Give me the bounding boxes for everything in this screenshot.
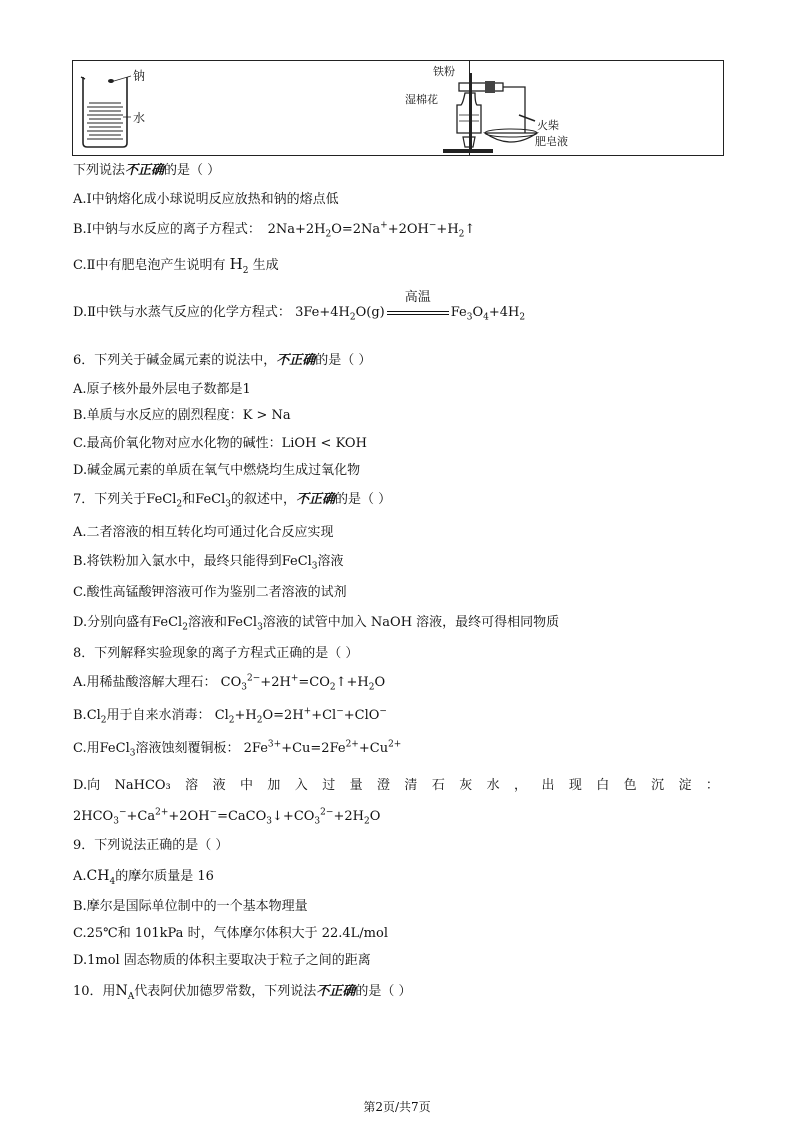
q8-stem: 8．下列解释实验现象的离子方程式正确的是（ ） [73, 646, 359, 661]
q8-option-a-equation: $CO_3^{2-}+2H^+=CO_2↑+H_2O$ [220, 673, 386, 693]
q8-d-char: 中 [239, 778, 253, 793]
q8-d-char: 水 [486, 778, 500, 793]
page-footer: 第2页/共7页 [363, 1100, 431, 1114]
q8-d-char: ： [705, 778, 719, 793]
formula-fecl2: FeCl$_2$ [152, 615, 188, 633]
q6-option-c-pre: C.最高价氧化物对应水化物的碱性： [73, 436, 282, 451]
q7-option-d-mid1: 溶液和 [187, 615, 227, 630]
q7-option-a: A.二者溶液的相互转化均可通过化合反应实现 [73, 525, 334, 540]
q7-stem-post: 的是（ ） [335, 492, 392, 507]
q9-option-c: C.25℃和 101kPa 时，气体摩尔体积大于 22.4L/mol [73, 926, 388, 941]
q6-stem [73, 352, 371, 370]
q8-d-char: 溶 [185, 778, 199, 793]
q7-stem-emphasis: 不正确 [296, 492, 336, 507]
label-wet-cotton: 湿棉花 [405, 93, 438, 106]
reaction-arrow [387, 289, 449, 320]
q6-option-b-expr: K > Na [242, 408, 291, 423]
q8-option-a [73, 674, 385, 692]
q8-d-char: D.向 [73, 778, 101, 793]
q8-d-char: 现 [568, 778, 582, 793]
q7-option-d-mid2: 溶液的试管中加入 NaOH 溶液，最终可得相同物质 [262, 615, 560, 630]
q8-option-b [73, 707, 387, 725]
q8-d-char: 入 [294, 778, 308, 793]
q8-d-char: 过 [322, 778, 336, 793]
q10-stem [73, 982, 411, 1001]
q6-option-c [73, 435, 367, 453]
q7-stem-post-pre: 的叙述中， [230, 492, 296, 507]
q8-d-char: NaHCO₃ [114, 778, 171, 793]
q7-option-b [73, 553, 344, 571]
q5-option-c-pre: C.Ⅱ中有肥皂泡产生说明有 [73, 258, 226, 273]
q5-stem-pre: 下列说法 [73, 163, 126, 178]
apparatus-figure [72, 60, 724, 156]
q8-d-char: 加 [267, 778, 281, 793]
q8-option-b-equation: $Cl_2+H_2O=2H^++Cl^-+ClO^-$ [214, 706, 387, 726]
q5-stem [73, 162, 220, 180]
q5-option-d-pre: D.Ⅱ中铁与水蒸气反应的化学方程式： [73, 305, 291, 320]
q8-option-d-equation: $2HCO_3^-+Ca^{2+}+2OH^-=CaCO_3↓+CO_3^{2-}+2H_2O$ [73, 807, 381, 827]
symbol-na: $N_A$ [115, 983, 135, 1002]
formula-ch4: $CH_4$ [86, 868, 116, 887]
q8-d-char: 灰 [459, 778, 473, 793]
q5-option-a: A.Ⅰ中钠熔化成小球说明反应放热和钠的熔点低 [73, 192, 339, 207]
q5-option-c [73, 255, 279, 275]
q5-option-c-formula: $H_2$ [229, 255, 249, 276]
q6-option-b-pre: B.单质与水反应的剧烈程度： [73, 408, 243, 423]
formula-cl2: $Cl_2$ [86, 708, 107, 726]
q7-option-d-pre: D.分别向盛有 [73, 615, 153, 630]
q5-option-b-equation: $2Na+2H_2O=2Na^++2OH^-+H_2↑$ [264, 220, 476, 240]
formula-fecl3: FeCl$_3$ [226, 615, 263, 633]
q8-d-char: 色 [623, 778, 637, 793]
q8-option-c [73, 740, 401, 758]
label-match: 火柴 [537, 119, 559, 132]
q6-option-b [73, 407, 291, 425]
q5-option-d-reactants: $3Fe+4H_2O(g)$ [295, 305, 385, 323]
q9-option-a-pre: A. [73, 869, 87, 884]
q10-stem-emphasis: 不正确 [316, 984, 356, 999]
q6-stem-emphasis: 不正确 [276, 353, 316, 368]
q8-option-d-line1 [73, 777, 719, 795]
q8-d-char: ， [514, 778, 528, 793]
q7-stem-mid: 和 [182, 492, 196, 507]
q5-stem-emphasis: 不正确 [125, 163, 165, 178]
q8-d-char: 出 [541, 778, 555, 793]
q8-option-c-equation: $2Fe^{3+}+Cu=2Fe^{2+}+Cu^{2+}$ [243, 739, 402, 756]
q5-option-d [73, 289, 526, 323]
q5-option-c-post: 生成 [252, 258, 279, 273]
q7-option-b-post: 溶液 [317, 554, 344, 569]
q8-d-char: 澄 [377, 778, 391, 793]
reaction-condition: 高温 [404, 289, 431, 305]
q5-stem-post: 的是（ ） [164, 163, 221, 178]
q5-option-b [73, 221, 475, 239]
q8-option-c-mid: 溶液蚀刻覆铜板： [135, 741, 240, 756]
formula-fecl3: FeCl$_3$ [195, 492, 231, 510]
q9-option-d: D.1mol 固态物质的体积主要取决于粒子之间的距离 [73, 953, 371, 968]
q8-d-char: 石 [431, 778, 445, 793]
q8-d-char: 沉 [651, 778, 665, 793]
q7-option-b-pre: B.将铁粉加入氯水中，最终只能得到 [73, 554, 282, 569]
q7-option-c: C.酸性高锰酸钾溶液可作为鉴别二者溶液的试剂 [73, 585, 347, 600]
q10-stem-pre: 10．用 [73, 984, 116, 999]
q7-stem [73, 491, 391, 509]
q8-option-b-mid: 用于自来水消毒： [106, 708, 211, 723]
label-water: 水 [133, 111, 146, 125]
q5-option-b-pre: B.Ⅰ中钠与水反应的离子方程式： [73, 222, 261, 237]
q8-option-b-pre: B. [73, 708, 87, 723]
q8-option-c-pre: C.用 [73, 741, 100, 756]
q7-option-d [73, 614, 559, 632]
formula-fecl3: FeCl$_3$ [281, 554, 318, 572]
q10-stem-mid: 代表阿伏加德罗常数，下列说法 [134, 984, 317, 999]
q8-d-char: 清 [404, 778, 418, 793]
q8-option-a-pre: A.用稀盐酸溶解大理石： [73, 675, 217, 690]
q6-stem-pre: 6．下列关于碱金属元素的说法中， [73, 353, 277, 368]
q6-option-d: D.碱金属元素的单质在氧气中燃烧均生成过氧化物 [73, 463, 361, 478]
formula-fecl2: FeCl$_2$ [146, 492, 183, 510]
label-iron-powder: 铁粉 [433, 65, 455, 78]
q5-option-d-products: $Fe_3O_4+4H_2$ [450, 305, 526, 323]
q9-option-a-post: 的摩尔质量是 16 [115, 869, 214, 884]
q6-option-a: A.原子核外最外层电子数都是1 [73, 382, 251, 397]
q8-d-char: 量 [349, 778, 363, 793]
soap-dish-match-diagram [483, 111, 543, 151]
q9-option-a [73, 867, 214, 886]
q9-stem: 9．下列说法正确的是（ ） [73, 838, 229, 853]
q6-option-c-expr: LiOH < KOH [281, 436, 367, 451]
q10-stem-post: 的是（ ） [355, 984, 412, 999]
q9-option-b: B.摩尔是国际单位制中的一个基本物理量 [73, 899, 308, 914]
q8-d-char: 淀 [678, 778, 692, 793]
formula-fecl3: FeCl$_3$ [99, 741, 136, 759]
q6-stem-post: 的是（ ） [315, 353, 372, 368]
q8-d-char: 液 [212, 778, 226, 793]
q8-d-char: 白 [596, 778, 610, 793]
q7-stem-pre: 7．下列关于 [73, 492, 147, 507]
label-sodium: 钠 [133, 69, 146, 83]
label-soap: 肥皂液 [535, 135, 568, 148]
